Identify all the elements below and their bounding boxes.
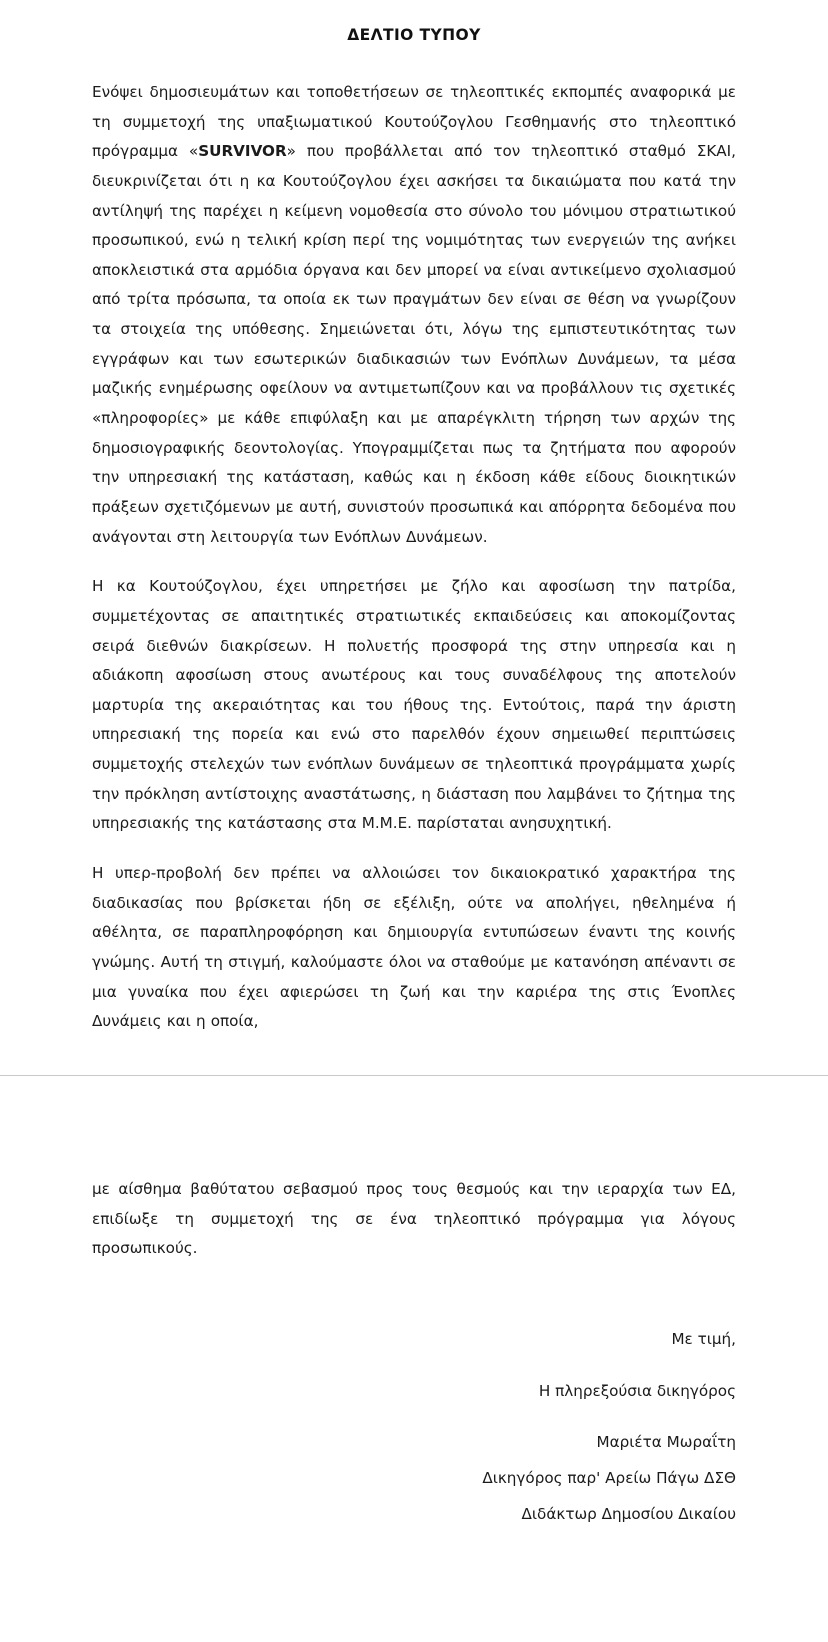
continued-section [0, 1175, 828, 1264]
emphasis-text: SURVIVOR [198, 142, 287, 161]
horizontal-rule [0, 1075, 828, 1076]
signature-credential-1: Δικηγόρος παρ' Αρείω Πάγω ΔΣΘ [482, 1468, 736, 1487]
signature-block [0, 1322, 828, 1533]
paragraph-3 [92, 859, 736, 1037]
signature-closing: Με τιμή, [671, 1329, 736, 1348]
page-separator [0, 1057, 828, 1175]
body-text: Η κα Κουτούζογλου, έχει υπηρετήσει με ζήλο και αφοσίωση την πατρίδα, συμμετέχοντας σε απαιτητικές στρατιωτικές εκπαιδεύσεις και αποκομίζοντας σειρά διεθνών διακρίσεων. Η πολυετής προσφορά της στην υπηρεσία και η αδιάκοπη αφοσίωση στους ανωτέρους και τους συναδέλφους της αποτελούν μαρτυρία της ακεραιότητας και του ήθους της. Εντούτοις, παρά την άριστη υπηρεσιακή της πορεία και ενώ στο παρελθόν έχουν σημειωθεί περιπτώσεις συμμετοχής στελεχών των ενόπλων δυνάμεων σε τηλεοπτικά προγράμματα χωρίς την πρόκληση αντίστοιχης αναστάτωσης, η διάσταση που λαμβάνει το ζήτημα της υπηρεσιακής της κατάστασης στα Μ.Μ.Ε. παρίσταται ανησυχητική. [92, 577, 736, 833]
document-body [0, 78, 828, 1037]
body-text: » που προβάλλεται από τον τηλεοπτικό σταθμό ΣΚΑΙ, διευκρινίζεται ότι η κα Κουτούζογλου έχει ασκήσει τα δικαιώματα που κατά την αντίληψή της παρέχει η κείμενη νομοθεσία στο σύνολο του μόνιμου στρατιωτικού προσωπικού, ενώ η τελική κρίση περί της νομιμότητας των ενεργειών της ανήκει αποκλειστικά στα αρμόδια όργανα και δεν μπορεί να είναι αντικείμενο σχολιασμού από τρίτα πρόσωπα, τα οποία εκ των πραγμάτων δεν είναι σε θέση να γνωρίζουν τα στοιχεία της υπόθεσης. Σημειώνεται ότι, λόγω της εμπιστευτικότητας των εγγράφων και των εσωτερικών διαδικασιών των Ενόπλων Δυνάμεων, τα μέσα μαζικής ενημέρωσης οφείλουν να αντιμετωπίζουν και να προβάλλουν τις σχετικές «πληροφορίες» με κάθε επιφύλαξη και με απαρέγκλιτη τήρηση των αρχών της δημοσιογραφικής δεοντολογίας. Υπογραμμίζεται πως τα ζητήματα που αφορούν την υπηρεσιακή της κατάσταση, καθώς και η έκδοση κάθε είδους διοικητικών πράξεων σχετιζόμενων με αυτή, συνιστούν προσωπικά και απόρρητα δεδομένα που ανάγονται στη λειτουργία των Ενόπλων Δυνάμεων. [92, 142, 736, 546]
page-title: ΔΕΛΤΙΟ ΤΥΠΟΥ [347, 26, 481, 44]
continued-paragraph: με αίσθημα βαθύτατου σεβασμού προς τους θεσμούς και την ιεραρχία των ΕΔ, επιδίωξε τη συμμετοχή της σε ένα τηλεοπτικό πρόγραμμα για λόγους προσωπικούς. [92, 1179, 736, 1258]
signature-credential-2: Διδάκτωρ Δημοσίου Δικαίου [521, 1504, 736, 1523]
bottom-spacer [0, 1532, 828, 1642]
document-page [0, 18, 828, 1642]
signature-spacer [92, 1358, 736, 1374]
signature-name: Μαριέτα Μωραΐτη [596, 1433, 736, 1452]
body-text: Ενόψει δημοσιευμάτων και τοποθετήσεων σε τηλεοπτικές εκπομπές αναφορικά με τη συμμετοχή της υπαξιωματικού Κουτούζογλου Γεσθημανής στο τηλεοπτικό πρόγραμμα « [92, 83, 736, 161]
signature-role: Η πληρεξούσια δικηγόρος [538, 1381, 736, 1400]
signature-spacer-2 [92, 1409, 736, 1425]
paragraph-2 [92, 572, 736, 839]
paragraph-1 [92, 78, 736, 552]
body-text: Η υπερ-προβολή δεν πρέπει να αλλοιώσει τον δικαιοκρατικό χαρακτήρα της διαδικασίας που βρίσκεται ήδη σε εξέλιξη, ούτε να απολήγει, ηθελημένα ή αθέλητα, σε παραπληροφόρηση και δημιουργία εντυπώσεων έναντι της κοινής γνώμης. Αυτή τη στιγμή, καλούμαστε όλοι να σταθούμε με κατανόηση απέναντι σε μια γυναίκα που έχει αφιερώσει τη ζωή και την καριέρα της στις Ένοπλες Δυνάμεις και η οποία, [92, 864, 736, 1031]
